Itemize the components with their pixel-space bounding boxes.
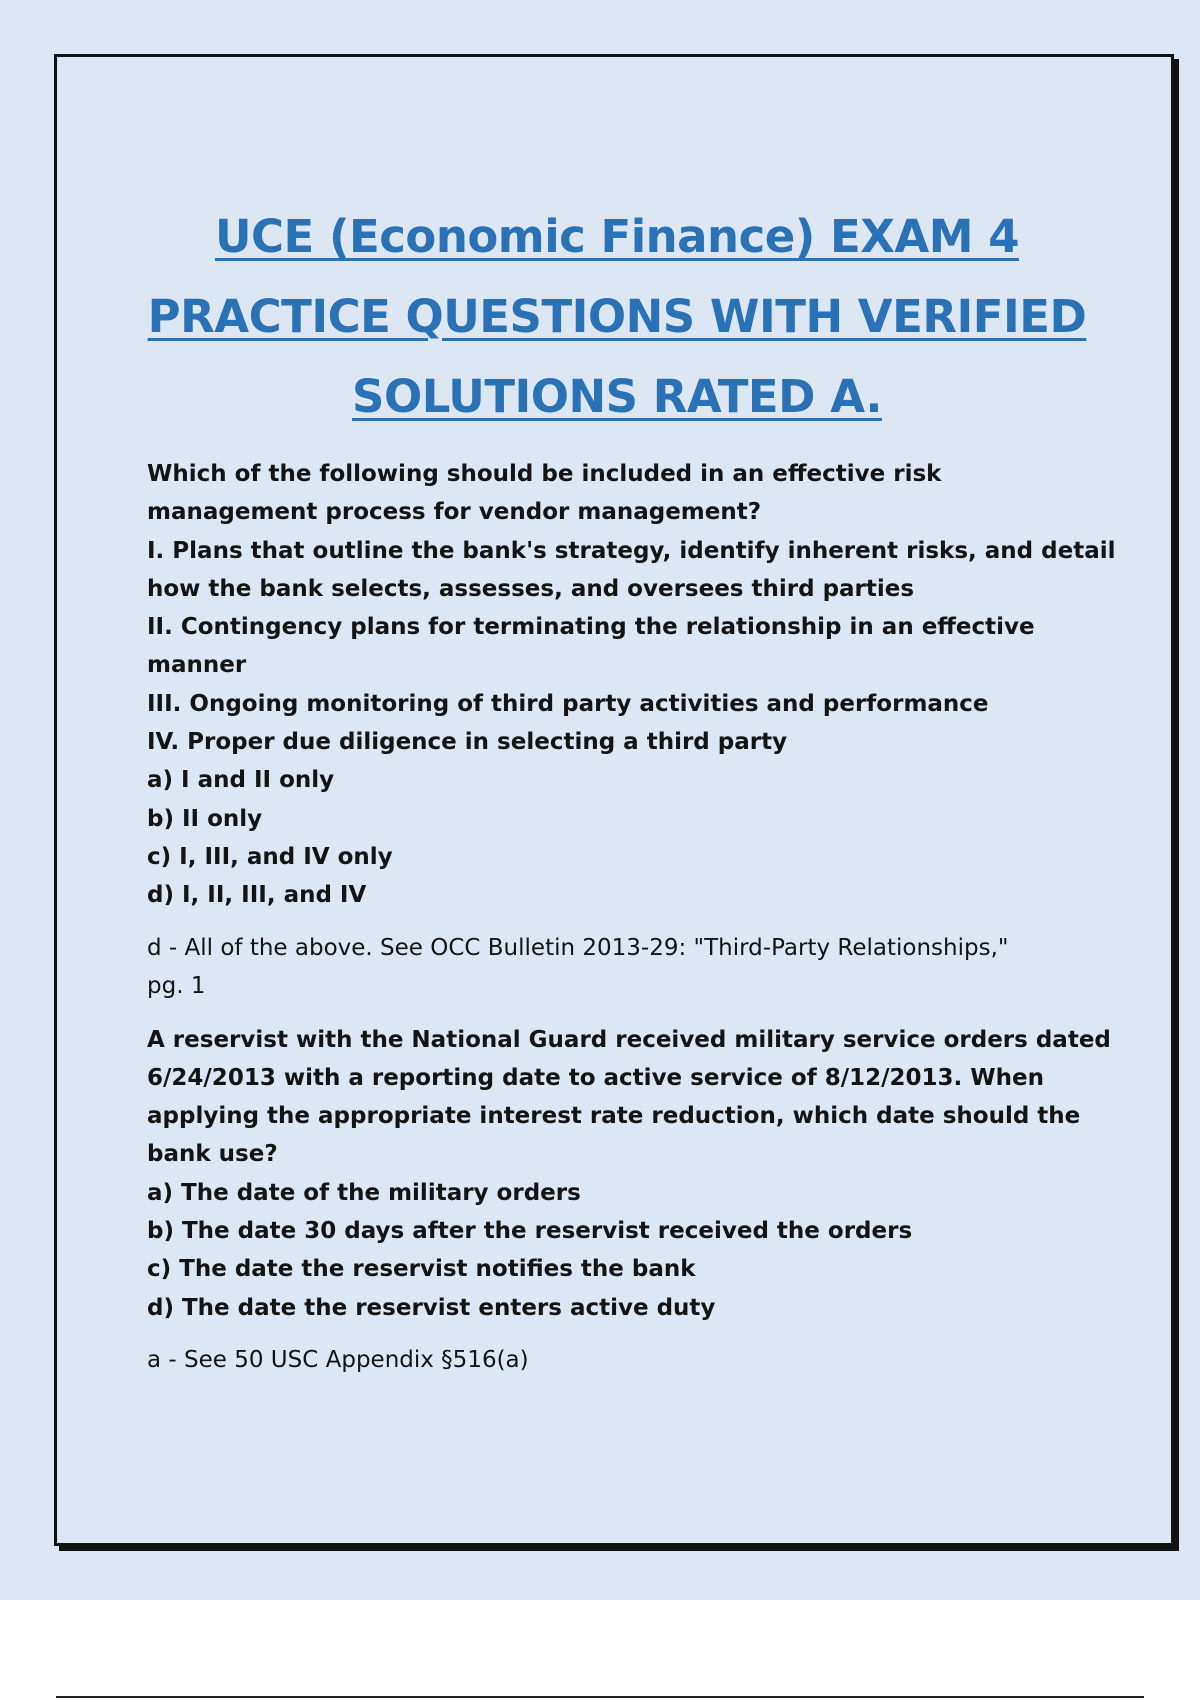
answer-block-1 [147,929,1137,1005]
question-block-2 [147,1021,1137,1327]
document-title [57,197,1177,437]
question-block-1 [147,455,1137,915]
question-2-line: 6/24/2013 with a reporting date to active service of 8/12/2013. When [147,1064,1045,1091]
question-2-line: A reservist with the National Guard received military service orders dated [147,1026,1111,1053]
question-1-line: how the bank selects, assesses, and oversees third parties [147,575,915,602]
question-1-line: I. Plans that outline the bank's strategy, identify inherent risks, and detail [147,537,1116,564]
question-1-option-a: a) I and II only [147,767,335,794]
document-content [147,455,1137,1379]
footer-divider [56,1696,1144,1698]
answer-1-line: d - All of the above. See OCC Bulletin 2013-29: "Third-Party Relationships," [147,934,1009,961]
question-2-option-c: c) The date the reservist notifies the bank [147,1256,696,1283]
question-1-option-d: d) I, II, III, and IV [147,882,367,909]
question-2-option-d: d) The date the reservist enters active duty [147,1294,716,1321]
answer-2-line: a - See 50 USC Appendix §516(a) [147,1346,529,1373]
question-2-line: bank use? [147,1141,278,1168]
question-1-line: management process for vendor management? [147,499,762,526]
question-2-option-a: a) The date of the military orders [147,1179,581,1206]
document-frame [54,54,1174,1546]
title-line-3: SOLUTIONS RATED A. [352,370,882,423]
answer-block-2 [147,1341,1137,1379]
question-1-line: Which of the following should be included in an effective risk [147,461,942,487]
question-1-line: manner [147,652,247,679]
question-1-line: IV. Proper due diligence in selecting a third party [147,729,788,756]
title-line-2: PRACTICE QUESTIONS WITH VERIFIED [147,290,1087,343]
question-2-option-b: b) The date 30 days after the reservist received the orders [147,1218,913,1245]
question-1-line: II. Contingency plans for terminating the relationship in an effective [147,614,1035,641]
answer-1-line: pg. 1 [147,972,206,999]
question-1-line: III. Ongoing monitoring of third party activities and performance [147,690,989,717]
question-1-option-c: c) I, III, and IV only [147,843,393,870]
question-1-option-b: b) II only [147,805,263,832]
question-2-line: applying the appropriate interest rate reduction, which date should the [147,1103,1081,1130]
title-line-1: UCE (Economic Finance) EXAM 4 [214,210,1020,263]
